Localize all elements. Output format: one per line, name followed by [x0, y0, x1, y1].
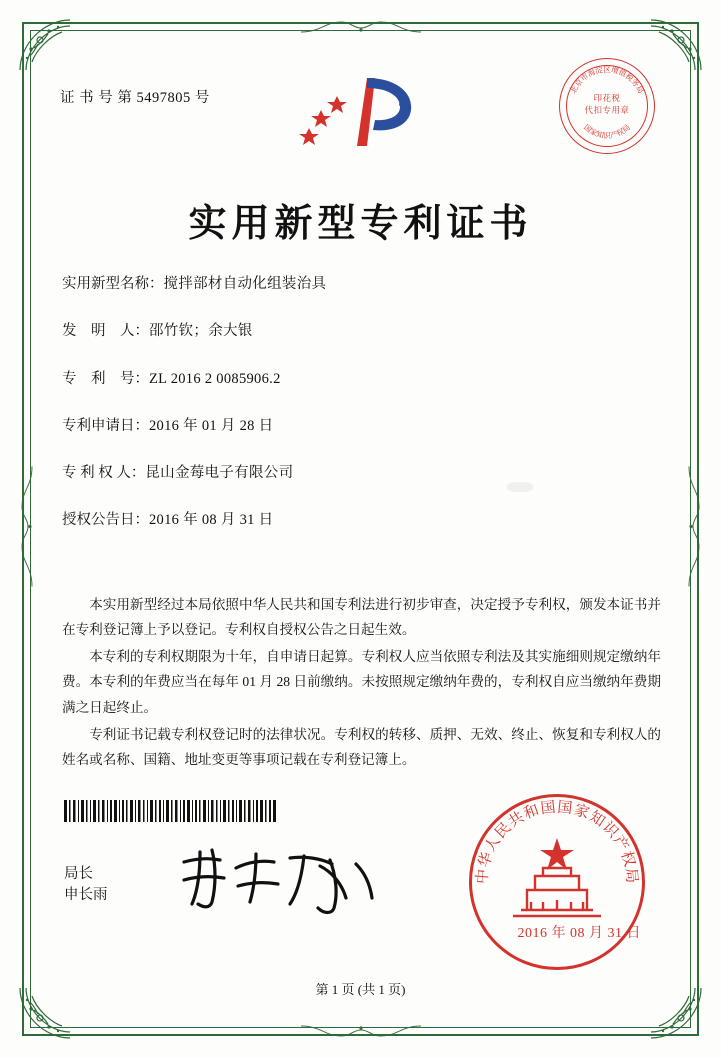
signature-block: [64, 864, 108, 906]
field-row-grant-date: [62, 510, 659, 530]
director-name: 申长雨: [64, 887, 108, 904]
svg-text:中华人民共和国国家知识产权局: 中华人民共和国国家知识产权局: [474, 799, 640, 885]
legal-text: [62, 592, 661, 774]
tax-stamp-line2: 代扣专用章: [584, 105, 630, 115]
certificate-number: 证 书 号 第 5497805 号: [60, 90, 210, 106]
edge-ornament-icon: [301, 1019, 421, 1038]
field-value: ZL 2016 2 0085906.2: [149, 370, 281, 387]
field-row-patent-no: [62, 369, 659, 389]
barcode: [64, 800, 276, 822]
field-label: 专 利 号：: [62, 370, 149, 387]
field-value: 2016 年 08 月 31 日: [149, 512, 274, 529]
field-label: 发 明 人：: [62, 323, 149, 340]
legal-paragraph: 专利证书记载专利权登记时的法律状况。专利权的转移、质押、无效、终止、恢复和专利权人的姓名或名称、国籍、地址变更等事项记载在专利登记簿上。: [62, 726, 661, 767]
edge-ornament-icon: [20, 467, 34, 592]
page-footer: 第 1 页 (共 1 页): [315, 982, 406, 997]
handwritten-signature: [170, 842, 390, 918]
field-label: 专 利 权 人：: [62, 465, 146, 482]
legal-paragraph: 本实用新型经过本局依照中华人民共和国专利法进行初步审查，决定授予专利权，颁发本证书并在专利登记簿上予以登记。专利权自授权公告之日起生效。: [62, 597, 661, 638]
field-value: 2016 年 01 月 28 日: [149, 417, 274, 434]
field-row-name: [62, 274, 659, 294]
field-row-application-date: [62, 416, 659, 436]
field-list: [62, 274, 659, 558]
paper-smudge: [507, 482, 533, 492]
edge-ornament-icon: [301, 20, 421, 39]
field-row-patentee: [62, 463, 659, 483]
official-seal: [469, 794, 645, 970]
cnipa-logo-icon: [287, 70, 435, 158]
field-label: 专利申请日：: [62, 417, 149, 434]
page-title: 实用新型专利证书: [188, 200, 533, 245]
tax-stamp-line1: 印花税: [593, 93, 621, 103]
svg-text:北京市海淀区增值税务局: 北京市海淀区增值税务局: [568, 65, 646, 96]
director-label: 局长: [64, 866, 93, 882]
edge-ornament-icon: [687, 467, 701, 592]
seal-date: 2016 年 08 月 31 日: [517, 926, 641, 941]
field-label: 授权公告日：: [62, 512, 149, 529]
svg-text:国家知识产权局: 国家知识产权局: [582, 122, 632, 140]
certificate-content: [52, 52, 669, 1006]
field-value: 搅拌部材自动化组装治具: [163, 276, 327, 292]
field-row-inventor: [62, 321, 659, 341]
field-label: 实用新型名称：: [62, 276, 164, 292]
field-value: 邵竹钦；余大银: [149, 323, 253, 340]
field-value: 昆山金莓电子有限公司: [145, 465, 294, 482]
legal-paragraph: 本专利的专利权期限为十年，自申请日起算。专利权人应当依照专利法及其实施细则规定缴纳年费。本专利的年费应当在每年 01 月 28 日前缴纳。未按照规定缴纳年费的，专利权自应当缴纳年费期满之日起终止。: [62, 649, 661, 715]
tax-stamp-seal: [559, 58, 655, 154]
